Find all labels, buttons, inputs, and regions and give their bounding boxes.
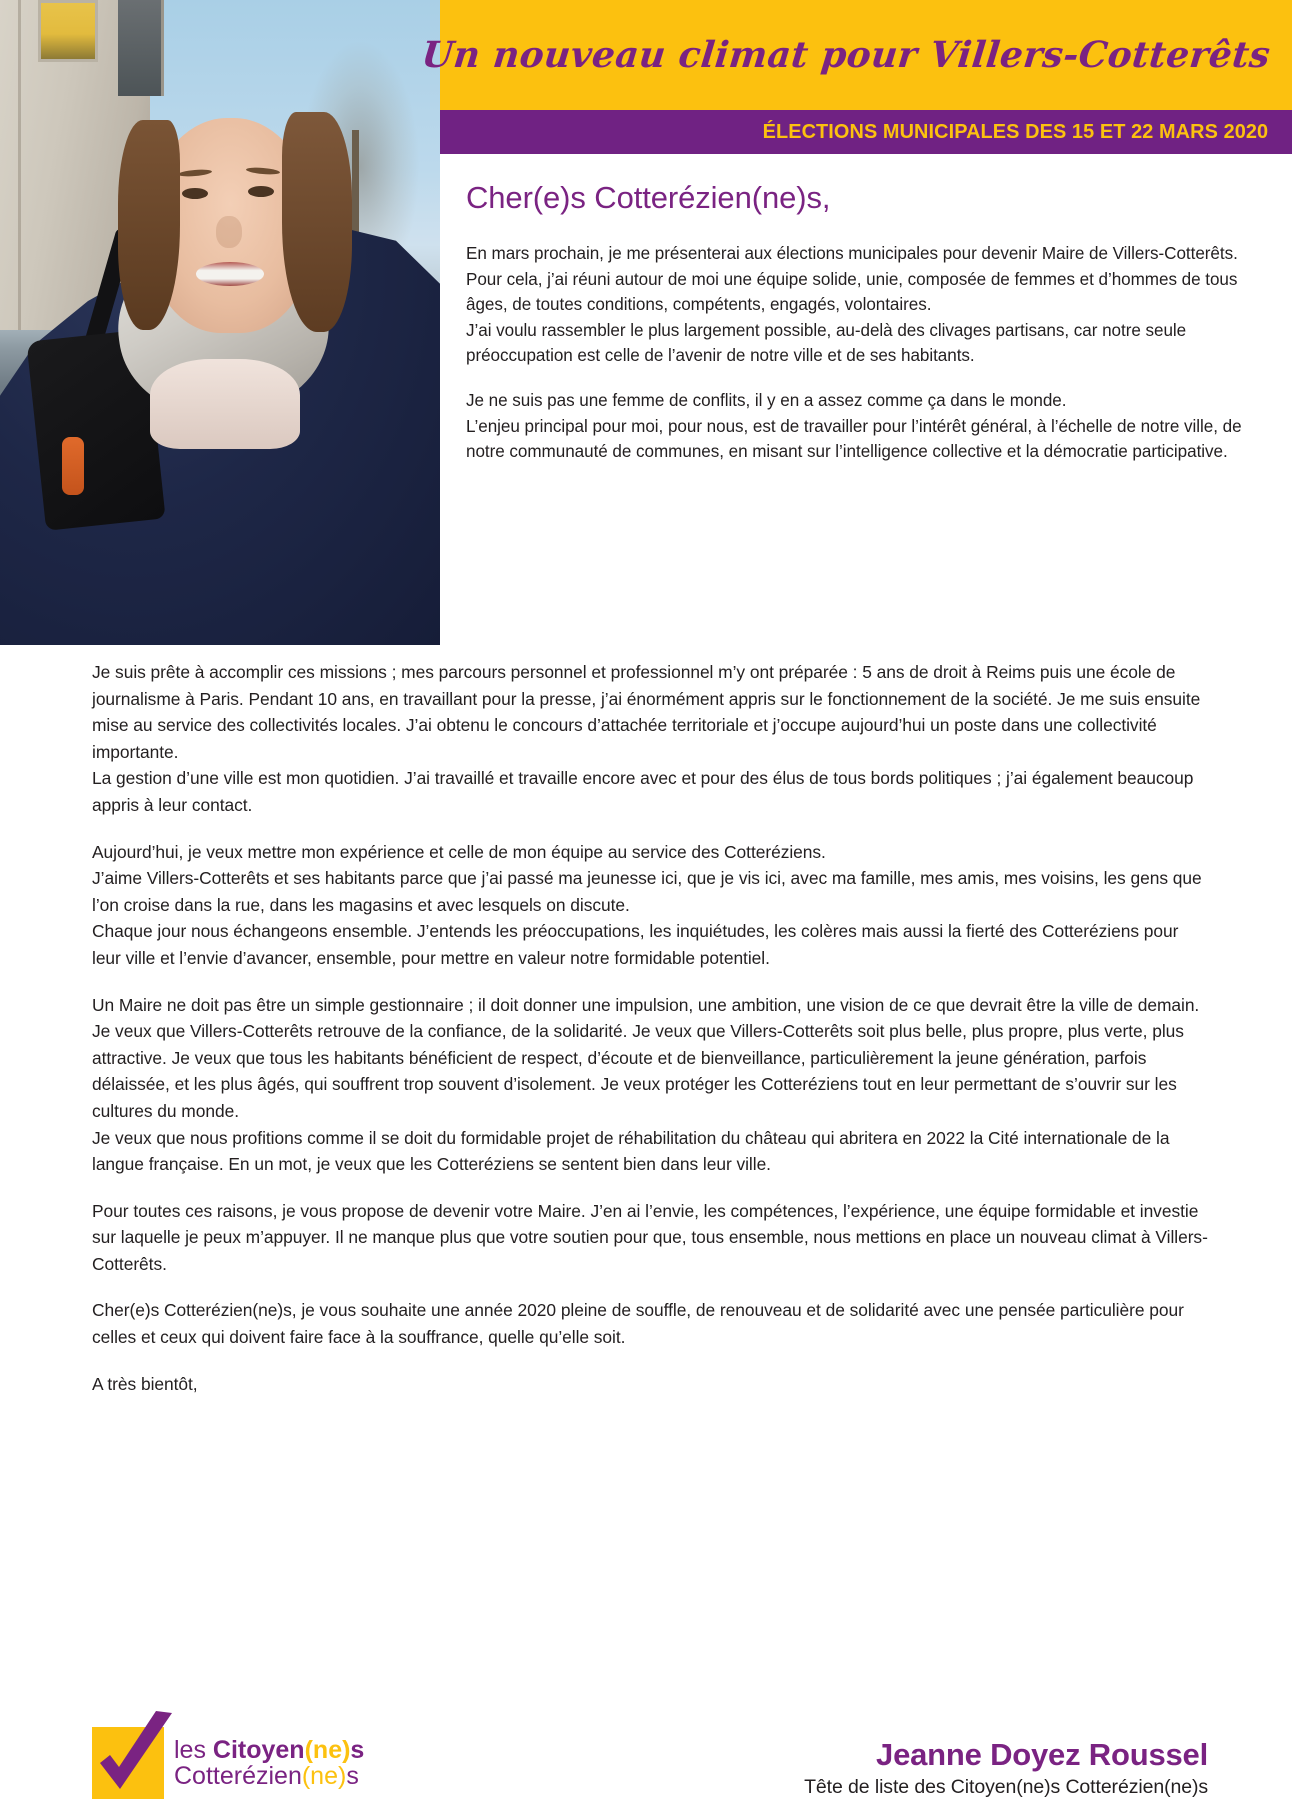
photo-orange-accent [62, 437, 84, 495]
header-region [0, 0, 1292, 645]
letter-paragraph: Un Maire ne doit pas être un simple gestionnaire ; il doit donner une impulsion, une ambition, une vision de ce que devrait être la ville de demain. Je veux que Villers-Cotterêts retrouve de la confiance, de la solidarité. Je veux que Villers-Cotterêts soit plus belle, plus propre, plus verte, plus attractive. Je veux que tous les habitants bénéficient de respect, d’écoute et de bienveillance, particulièrement la jeune génération, parfois délaissée, et les plus âgés, qui souffrent trop souvent d’isolement. Je veux protéger les Cotteréziens tout en leur permettant de s’ouvrir sur les cultures du monde. Je veux que nous profitions comme il se doit du formidable projet de réhabilitation du château qui abritera en 2022 la Cité internationale de la langue française. En un mot, je veux que les Cotteréziens se sentent bien dans leur ville. [92, 994, 1200, 1175]
campaign-slogan: Un nouveau climat pour Villers-Cotterêts [419, 34, 1273, 76]
slogan-banner [419, 0, 1292, 110]
logo-cotterezien: Cotterézien [174, 1762, 302, 1790]
logo-ne-2: (ne) [301, 1762, 347, 1790]
letter-paragraph: En mars prochain, je me présenterai aux élections municipales pour devenir Maire de Villers-Cotterêts. Pour cela, j’ai réuni autour de moi une équipe solide, unie, composée de femmes et d’hommes de tous âges, de toutes conditions, compétents, engagés, volontaires. J’ai voulu rassembler le plus largement possible, au-delà des clivages partisans, car notre seule préoccupation est celle de l’avenir de notre ville et de ses habitants. [466, 244, 1238, 366]
letter-intro-column [440, 154, 1292, 645]
photo-nose [216, 216, 242, 248]
letter-paragraph: Aujourd’hui, je veux mettre mon expérience et celle de mon équipe au service des Cotteréziens. J’aime Villers-Cotterêts et ses habitants parce que j’ai passé ma jeunesse ici, que je vis ici, avec ma famille, mes amis, mes voisins, les gens que l’on croise dans la rue, dans les magasins et avec lesquels on discute. Chaque jour nous échangeons ensemble. J’entends les préoccupations, les inquiétudes, les colères mais aussi la fierté des Cotteréziens pour leur ville et l’envie d’avancer, ensemble, pour mettre en valeur notre formidable potentiel. [92, 841, 1202, 968]
letter-paragraph: Pour toutes ces raisons, je vous propose de devenir votre Maire. J’en ai l’envie, les compétences, l’expérience, une équipe formidable et investie sur laquelle je peux m’appuyer. Il ne manque plus que votre soutien pour que, tous ensemble, nous mettions en place un nouveau climat à Villers-Cotterêts. [92, 1200, 1208, 1274]
candidate-name: Jeanne Doyez Roussel [876, 1737, 1208, 1772]
photo-smile [196, 262, 264, 286]
intro-paragraphs [466, 241, 1262, 465]
letter-paragraph: Je ne suis pas une femme de conflits, il y en a assez comme ça dans le monde. L’enjeu principal pour moi, pour nous, est de travailler pour l’intérêt général, à l’échelle de notre ville, de notre communauté de communes, en misant sur l’intelligence collective et la démocratie participative. [466, 390, 1242, 462]
photo-window [38, 0, 98, 62]
logo-checkmark-icon [92, 1727, 164, 1799]
letter-salutation: Cher(e)s Cotterézien(ne)s, [466, 180, 831, 215]
elections-date-text: ÉLECTIONS MUNICIPALES DES 15 ET 22 MARS 2020 [762, 120, 1268, 143]
photo-collar [150, 359, 300, 449]
elections-banner [440, 110, 1292, 154]
signature-block [804, 1737, 1208, 1799]
letter-body [0, 645, 1292, 1397]
footer [0, 1727, 1292, 1799]
logo-wordmark [174, 1737, 364, 1789]
campaign-logo [92, 1727, 364, 1799]
logo-s-1: s [350, 1736, 365, 1764]
logo-line-2 [174, 1763, 364, 1789]
photo-eye-right [248, 186, 274, 197]
banner-column [419, 0, 1292, 645]
candidate-photo [0, 0, 440, 645]
letter-paragraph: Je suis prête à accomplir ces missions ; mes parcours personnel et professionnel m’y ont préparée : 5 ans de droit à Reims puis une école de journalisme à Paris. Pendant 10 ans, en travaillant pour la presse, j’ai énormément appris sur le fonctionnement de la société. Je me suis ensuite mise au service des collectivités locales. J’ai obtenu le concours d’attachée territoriale et j’occupe aujourd’hui un poste dans une collectivité importante. La gestion d’une ville est mon quotidien. J’ai travaillé et travaille encore avec et pour des élus de tous bords politiques ; j’ai également beaucoup appris à leur contact. [92, 662, 1201, 815]
letter-paragraph: Cher(e)s Cotterézien(ne)s, je vous souhaite une année 2020 pleine de souffle, de renouveau et de solidarité avec une pensée particulière pour celles et ceux qui doivent faire face à la souffrance, quelle qu’elle soit. [92, 1300, 1184, 1348]
logo-s-2: s [346, 1762, 359, 1790]
photo-doorway [118, 0, 164, 96]
logo-les: les [174, 1736, 213, 1764]
letter-paragraph: A très bientôt, [92, 1373, 198, 1394]
photo-hair-right-strand [282, 112, 352, 332]
logo-line-1 [174, 1737, 364, 1763]
photo-hair-left-strand [118, 120, 180, 330]
logo-ne-1: (ne) [304, 1736, 351, 1764]
candidate-role: Tête de liste des Citoyen(ne)s Cotterézien(ne)s [804, 1776, 1208, 1798]
logo-citoyen: Citoyen [212, 1736, 305, 1764]
photo-eye-left [182, 188, 208, 199]
